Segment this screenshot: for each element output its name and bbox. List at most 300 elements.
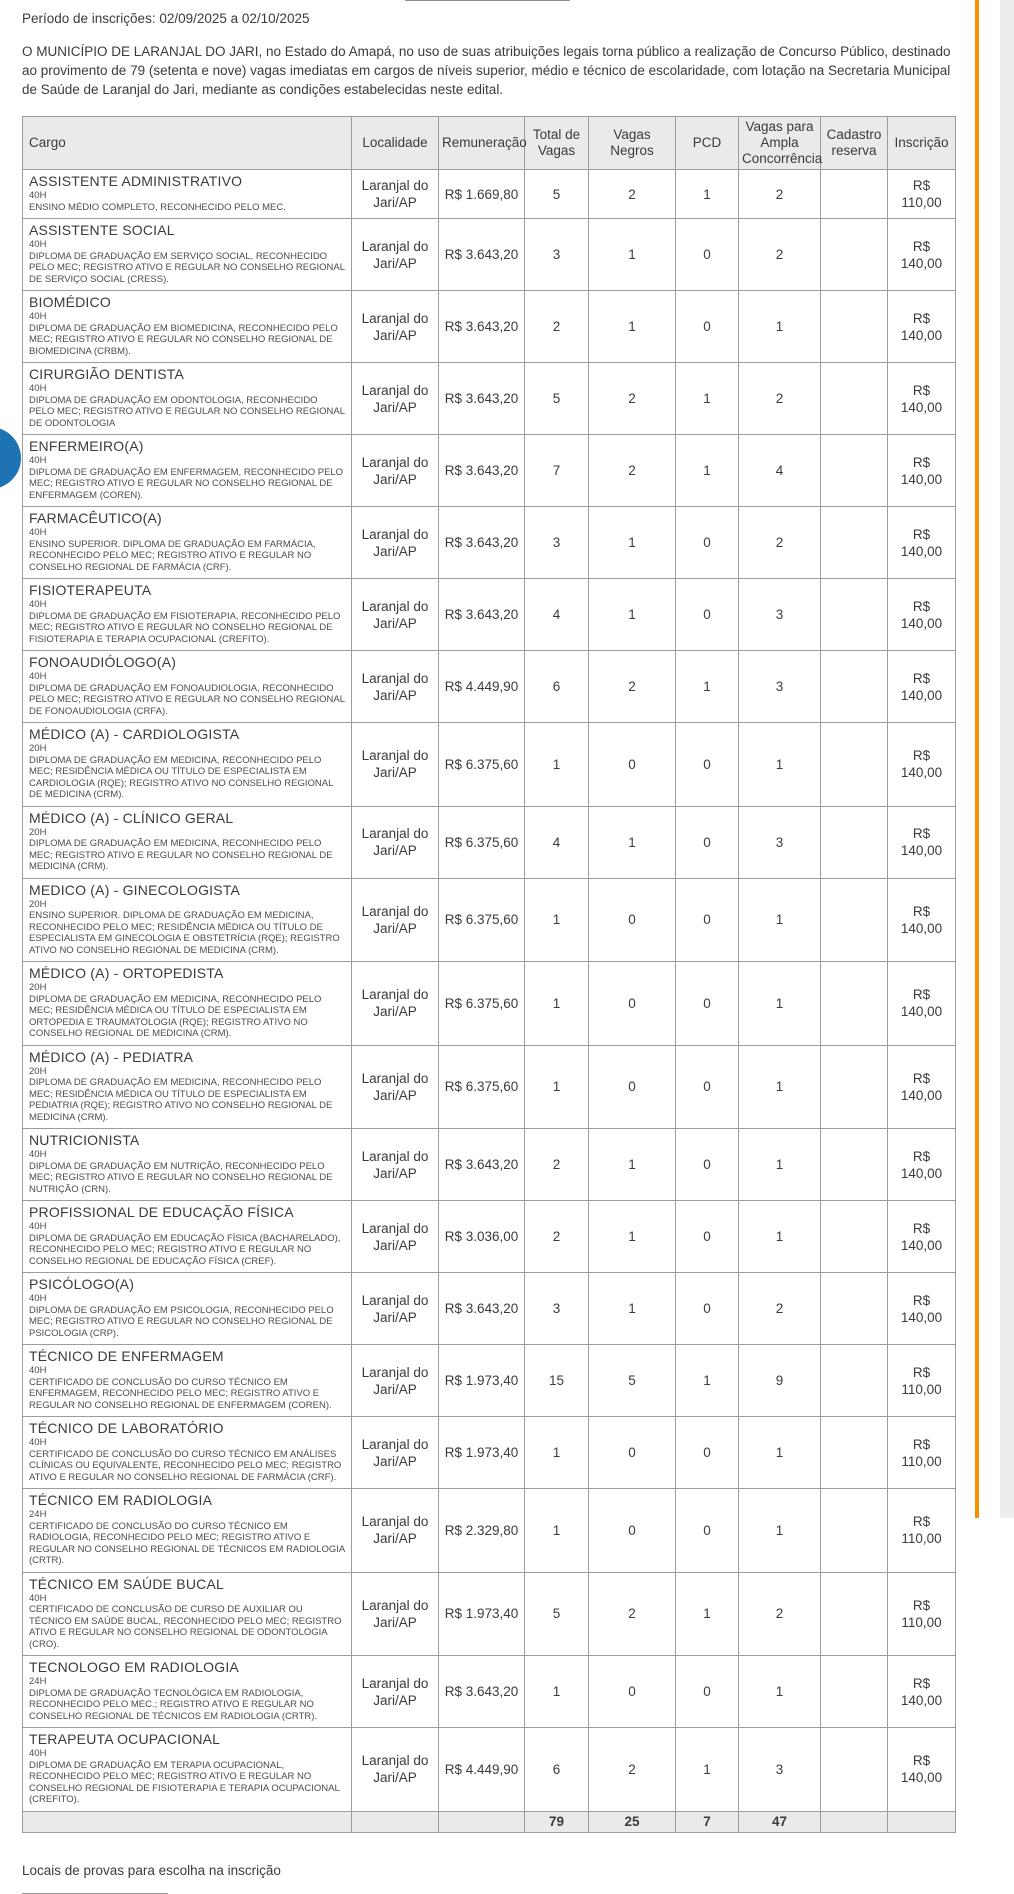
cell-cadastro-reserva: [821, 1345, 888, 1417]
cell-cargo: [23, 1129, 352, 1201]
table-row: [23, 291, 956, 363]
cell-total-vagas: 4: [525, 579, 589, 651]
cell-total-vagas: 1: [525, 1656, 589, 1728]
cell-pcd: 0: [676, 1489, 739, 1573]
cell-ampla-concorrencia: 2: [739, 1572, 821, 1656]
cargo-workload: 40H: [29, 1592, 47, 1604]
cell-total-vagas: 3: [525, 1273, 589, 1345]
cell-inscricao: R$ 140,00: [888, 723, 956, 807]
cell-pcd: 0: [676, 1656, 739, 1728]
totals-cadastro-reserva: [821, 1811, 888, 1832]
table-row: [23, 1489, 956, 1573]
cargo-workload: 40H: [29, 1748, 47, 1759]
cell-ampla-concorrencia: 3: [739, 806, 821, 878]
cell-ampla-concorrencia: 1: [739, 1656, 821, 1728]
cell-cadastro-reserva: [821, 363, 888, 435]
cell-cargo: [23, 1201, 352, 1273]
cargo-title: TÉCNICO DE LABORATÓRIO: [29, 1420, 224, 1436]
cell-cadastro-reserva: [821, 1045, 888, 1129]
cell-total-vagas: 1: [525, 1417, 589, 1489]
cell-cadastro-reserva: [821, 651, 888, 723]
cell-remuneracao: R$ 6.375,60: [439, 878, 525, 962]
cell-ampla-concorrencia: 1: [739, 878, 821, 962]
cell-localidade: Laranjal do Jari/AP: [352, 1656, 439, 1728]
cell-localidade: Laranjal do Jari/AP: [352, 1201, 439, 1273]
cell-cargo: [23, 507, 352, 579]
cargo-requirements: ENSINO SUPERIOR. DIPLOMA DE GRADUAÇÃO EM MEDICINA, RECONHECIDO PELO MEC; RESIDÊNCIA MÉDICA OU TÍTULO DE ESPECIALISTA EM GINECOLOGIA E OBSTETRÍCIA (RQE); REGISTRO ATIVO NO CONSELHO REGIONAL DE MEDICINA (CRM).: [29, 910, 340, 956]
table-row: [23, 1728, 956, 1812]
cell-total-vagas: 15: [525, 1345, 589, 1417]
cell-total-vagas: 2: [525, 1129, 589, 1201]
cell-inscricao: R$ 140,00: [888, 1728, 956, 1812]
cell-remuneracao: R$ 3.643,20: [439, 291, 525, 363]
cell-total-vagas: 1: [525, 878, 589, 962]
cell-total-vagas: 3: [525, 219, 589, 291]
cell-total-vagas: 5: [525, 170, 589, 219]
table-row: [23, 219, 956, 291]
cell-vagas-negros: 0: [589, 1489, 676, 1573]
cell-pcd: 0: [676, 806, 739, 878]
cell-remuneracao: R$ 6.375,60: [439, 962, 525, 1046]
cell-ampla-concorrencia: 4: [739, 435, 821, 507]
cell-ampla-concorrencia: 2: [739, 170, 821, 219]
cargo-workload: 40H: [29, 239, 47, 250]
cargo-title: PSICÓLOGO(A): [29, 1276, 135, 1292]
column-header-cadastro-reserva: Cadastro reserva: [821, 117, 888, 170]
cell-vagas-negros: 0: [589, 878, 676, 962]
cargo-requirements: CERTIFICADO DE CONCLUSÃO DO CURSO TÉCNICO EM RADIOLOGIA, RECONHECIDO PELO MEC; REGISTRO ATIVO E REGULAR NO CONSELHO REGIONAL DE TÉCNICOS EM RADIOLOGIA (CRTR).: [29, 1520, 345, 1566]
cell-pcd: 0: [676, 507, 739, 579]
cargo-title: TÉCNICO EM RADIOLOGIA: [29, 1492, 213, 1508]
table-row: [23, 1656, 956, 1728]
cell-cadastro-reserva: [821, 1273, 888, 1345]
table-row: [23, 363, 956, 435]
cargo-title: MÉDICO (A) - CLÍNICO GERAL: [29, 809, 234, 826]
cell-remuneracao: R$ 1.973,40: [439, 1572, 525, 1656]
cell-ampla-concorrencia: 1: [739, 723, 821, 807]
cell-cadastro-reserva: [821, 1572, 888, 1656]
cell-cargo: [23, 1572, 352, 1656]
cell-pcd: 1: [676, 170, 739, 219]
cell-inscricao: R$ 140,00: [888, 1273, 956, 1345]
cargo-requirements: DIPLOMA DE GRADUAÇÃO EM PSICOLOGIA, RECONHECIDO PELO MEC; REGISTRO ATIVO E REGULAR NO CONSELHO REGIONAL DE PSICOLOGIA (CRP).: [29, 1304, 334, 1339]
cell-vagas-negros: 2: [589, 1728, 676, 1812]
cell-localidade: Laranjal do Jari/AP: [352, 170, 439, 219]
cargo-requirements: DIPLOMA DE GRADUAÇÃO EM EDUCAÇÃO FÍSICA (BACHARELADO), RECONHECIDO PELO MEC; REGISTRO ATIVO E REGULAR NO CONSELHO REGIONAL DE EDUCAÇÃO FÍSICA (CREF).: [29, 1232, 341, 1267]
cell-inscricao: R$ 110,00: [888, 1572, 956, 1656]
cell-pcd: 1: [676, 435, 739, 507]
cell-cargo: [23, 1273, 352, 1345]
cargo-title: TECNOLOGO EM RADIOLOGIA: [29, 1659, 239, 1675]
cell-inscricao: R$ 110,00: [888, 1489, 956, 1573]
cell-remuneracao: R$ 4.449,90: [439, 651, 525, 723]
cell-pcd: 0: [676, 723, 739, 807]
cell-pcd: 0: [676, 962, 739, 1046]
cargo-workload: 40H: [29, 455, 47, 466]
column-header-total-de-vagas: Total de Vagas: [525, 117, 589, 170]
column-header-localidade: Localidade: [352, 117, 439, 170]
cargo-workload: 20H: [29, 743, 47, 754]
cell-total-vagas: 6: [525, 651, 589, 723]
cell-localidade: Laranjal do Jari/AP: [352, 507, 439, 579]
vacancies-table: [22, 116, 956, 1833]
cell-inscricao: R$ 140,00: [888, 507, 956, 579]
cell-cargo: [23, 878, 352, 962]
cell-ampla-concorrencia: 1: [739, 1045, 821, 1129]
cargo-title: BIOMÉDICO: [29, 294, 111, 310]
cell-remuneracao: R$ 3.643,20: [439, 579, 525, 651]
cell-pcd: 1: [676, 1345, 739, 1417]
cell-vagas-negros: 2: [589, 1572, 676, 1656]
cell-vagas-negros: 1: [589, 219, 676, 291]
cell-inscricao: R$ 140,00: [888, 878, 956, 962]
cargo-requirements: DIPLOMA DE GRADUAÇÃO EM ODONTOLOGIA, RECONHECIDO PELO MEC; REGISTRO ATIVO E REGULAR NO CONSELHO REGIONAL DE ODONTOLOGIA: [29, 394, 345, 429]
table-row: [23, 723, 956, 807]
cell-localidade: Laranjal do Jari/AP: [352, 1417, 439, 1489]
cell-ampla-concorrencia: 2: [739, 363, 821, 435]
totals-pcd: 7: [676, 1811, 739, 1832]
intro-paragraph: O MUNICÍPIO DE LARANJAL DO JARI, no Estado do Amapá, no uso de suas atribuições legais torna público a realização de Concurso Público, destinado ao provimento de 79 (setenta e nove) vagas imediatas em cargos de níveis superior, médio e técnico de escolaridade, com lotação na Secretaria Municipal de Saúde de Laranjal do Jari, mediante as condições estabelecidas neste edital.: [22, 44, 951, 97]
cargo-workload: 20H: [29, 1065, 47, 1077]
cell-vagas-negros: 1: [589, 1201, 676, 1273]
cell-total-vagas: 5: [525, 1572, 589, 1656]
cell-pcd: 0: [676, 219, 739, 291]
cargo-workload: 20H: [29, 826, 47, 838]
cell-cargo: [23, 170, 352, 219]
cell-localidade: Laranjal do Jari/AP: [352, 435, 439, 507]
cell-cadastro-reserva: [821, 1201, 888, 1273]
cell-vagas-negros: 2: [589, 651, 676, 723]
cargo-workload: 40H: [29, 599, 47, 610]
cell-ampla-concorrencia: 1: [739, 291, 821, 363]
cargo-requirements: CERTIFICADO DE CONCLUSÃO DO CURSO TÉCNICO EM ANÁLISES CLÍNICAS OU EQUIVALENTE, RECONHECIDO PELO MEC; REGISTRO ATIVO E REGULAR NO CONSELHO REGIONAL DE FARMÁCIA (CRF).: [29, 1448, 342, 1483]
cargo-title: NUTRICIONISTA: [29, 1132, 140, 1148]
cell-remuneracao: R$ 1.973,40: [439, 1345, 525, 1417]
cell-remuneracao: R$ 6.375,60: [439, 806, 525, 878]
cell-cargo: [23, 962, 352, 1046]
cell-localidade: Laranjal do Jari/AP: [352, 579, 439, 651]
totals-remuneracao: [439, 1811, 525, 1832]
table-header-row: [23, 117, 956, 170]
cell-remuneracao: R$ 3.643,20: [439, 1129, 525, 1201]
cell-localidade: Laranjal do Jari/AP: [352, 651, 439, 723]
cell-remuneracao: R$ 3.643,20: [439, 507, 525, 579]
cell-inscricao: R$ 110,00: [888, 170, 956, 219]
cargo-title: ENFERMEIRO(A): [29, 438, 144, 454]
cell-localidade: Laranjal do Jari/AP: [352, 363, 439, 435]
cell-remuneracao: R$ 3.643,20: [439, 1656, 525, 1728]
table-row: [23, 1273, 956, 1345]
cargo-workload: 40H: [29, 1437, 47, 1448]
cargo-requirements: CERTIFICADO DE CONCLUSÃO DO CURSO TÉCNICO EM ENFERMAGEM, RECONHECIDO PELO MEC; REGISTRO ATIVO E REGULAR NO CONSELHO REGIONAL DE ENFERMAGEM (COREN).: [29, 1376, 332, 1411]
cell-pcd: 0: [676, 1417, 739, 1489]
totals-localidade: [352, 1811, 439, 1832]
cell-ampla-concorrencia: 1: [739, 1201, 821, 1273]
table-row: [23, 806, 956, 878]
cell-inscricao: R$ 140,00: [888, 1129, 956, 1201]
cell-localidade: Laranjal do Jari/AP: [352, 1572, 439, 1656]
next-table-top-edge: [22, 1893, 168, 1894]
cell-inscricao: R$ 140,00: [888, 363, 956, 435]
cell-pcd: 1: [676, 651, 739, 723]
cell-ampla-concorrencia: 1: [739, 962, 821, 1046]
cell-remuneracao: R$ 3.643,20: [439, 363, 525, 435]
cell-cargo: [23, 291, 352, 363]
cell-cadastro-reserva: [821, 219, 888, 291]
totals-ampla-concorrencia: 47: [739, 1811, 821, 1832]
cell-ampla-concorrencia: 1: [739, 1129, 821, 1201]
column-header-cargo: Cargo: [23, 117, 352, 170]
cargo-title: ASSISTENTE ADMINISTRATIVO: [29, 173, 243, 189]
cell-total-vagas: 2: [525, 1201, 589, 1273]
cell-pcd: 1: [676, 1572, 739, 1656]
cargo-workload: 40H: [29, 1221, 47, 1232]
cargo-title: MÉDICO (A) - CARDIOLOGISTA: [29, 726, 240, 742]
cargo-title: FARMACÊUTICO(A): [29, 510, 162, 526]
cargo-workload: 24H: [29, 1676, 47, 1687]
cell-inscricao: R$ 140,00: [888, 1656, 956, 1728]
page-right-accent-rule: [975, 0, 979, 1518]
column-header-pcd: PCD: [676, 117, 739, 170]
cell-pcd: 1: [676, 1728, 739, 1812]
cargo-workload: 40H: [29, 1293, 47, 1304]
cell-cadastro-reserva: [821, 1728, 888, 1812]
cargo-requirements: DIPLOMA DE GRADUAÇÃO EM MEDICINA, RECONHECIDO PELO MEC; REGISTRO ATIVO E REGULAR NO CONSELHO REGIONAL DE MEDICINA (CRM).: [29, 838, 333, 872]
cargo-requirements: DIPLOMA DE GRADUAÇÃO EM NUTRIÇÃO, RECONHECIDO PELO MEC; REGISTRO ATIVO E REGULAR NO CONSELHO REGIONAL DE NUTRIÇÃO (CRN).: [29, 1160, 333, 1195]
cell-vagas-negros: 1: [589, 291, 676, 363]
cell-pcd: 1: [676, 363, 739, 435]
totals-inscricao: [888, 1811, 956, 1832]
cell-vagas-negros: 0: [589, 1045, 676, 1129]
table-row: [23, 1417, 956, 1489]
cargo-workload: 40H: [29, 1149, 47, 1160]
cell-pcd: 0: [676, 1129, 739, 1201]
page-background-gutter: [1000, 0, 1014, 1518]
cell-total-vagas: 1: [525, 962, 589, 1046]
cell-cadastro-reserva: [821, 507, 888, 579]
cargo-requirements: ENSINO MÉDIO COMPLETO, RECONHECIDO PELO MEC.: [29, 201, 286, 213]
cell-remuneracao: R$ 3.643,20: [439, 219, 525, 291]
cell-vagas-negros: 0: [589, 1656, 676, 1728]
cell-total-vagas: 6: [525, 1728, 589, 1812]
cell-vagas-negros: 0: [589, 962, 676, 1046]
cell-pcd: 0: [676, 291, 739, 363]
cell-localidade: Laranjal do Jari/AP: [352, 1129, 439, 1201]
cell-localidade: Laranjal do Jari/AP: [352, 962, 439, 1046]
cargo-title: TÉCNICO DE ENFERMAGEM: [29, 1348, 224, 1364]
cargo-requirements: DIPLOMA DE GRADUAÇÃO EM ENFERMAGEM, RECONHECIDO PELO MEC; REGISTRO ATIVO E REGULAR NO CONSELHO REGIONAL DE ENFERMAGEM (COREN).: [29, 466, 344, 501]
cell-cargo: [23, 651, 352, 723]
cargo-requirements: DIPLOMA DE GRADUAÇÃO EM FONOAUDIOLOGIA, RECONHECIDO PELO MEC; REGISTRO ATIVO E REGULAR NO CONSELHO REGIONAL DE FONOAUDIOLOGIA (CRFA).: [29, 682, 345, 717]
cargo-requirements: DIPLOMA DE GRADUAÇÃO EM FISIOTERAPIA, RECONHECIDO PELO MEC; REGISTRO ATIVO E REGULAR NO CONSELHO REGIONAL DE FISIOTERAPIA E TERAPIA OCUPACIONAL (CREFITO).: [29, 610, 341, 645]
cargo-title: TERAPEUTA OCUPACIONAL: [29, 1731, 221, 1747]
cell-localidade: Laranjal do Jari/AP: [352, 1728, 439, 1812]
cell-localidade: Laranjal do Jari/AP: [352, 723, 439, 807]
cell-vagas-negros: 2: [589, 435, 676, 507]
cargo-title: MEDICO (A) - GINECOLOGISTA: [29, 881, 241, 898]
cargo-title: PROFISSIONAL DE EDUCAÇÃO FÍSICA: [29, 1204, 294, 1220]
cargo-title: TÉCNICO EM SAÚDE BUCAL: [29, 1575, 224, 1592]
cell-cadastro-reserva: [821, 1417, 888, 1489]
cargo-title: FISIOTERAPEUTA: [29, 582, 152, 598]
table-row: [23, 651, 956, 723]
cell-total-vagas: 1: [525, 723, 589, 807]
cell-vagas-negros: 2: [589, 170, 676, 219]
column-header-remuneracao: Remuneração: [439, 117, 525, 170]
cell-pcd: 0: [676, 1273, 739, 1345]
cell-cadastro-reserva: [821, 1656, 888, 1728]
cell-pcd: 0: [676, 579, 739, 651]
cargo-title: ASSISTENTE SOCIAL: [29, 222, 175, 238]
column-header-vagas-negros: Vagas Negros: [589, 117, 676, 170]
cell-cargo: [23, 1345, 352, 1417]
cell-vagas-negros: 5: [589, 1345, 676, 1417]
cargo-title: FONOAUDIÓLOGO(A): [29, 654, 177, 670]
cargo-workload: 40H: [29, 383, 47, 394]
cargo-requirements: ENSINO SUPERIOR. DIPLOMA DE GRADUAÇÃO EM FARMÁCIA, RECONHECIDO PELO MEC; REGISTRO ATIVO E REGULAR NO CONSELHO REGIONAL DE FARMÁCIA (CRF).: [29, 538, 316, 573]
cell-remuneracao: R$ 4.449,90: [439, 1728, 525, 1812]
cell-cargo: [23, 806, 352, 878]
cell-total-vagas: 1: [525, 1045, 589, 1129]
cargo-workload: 40H: [29, 1365, 47, 1376]
cargo-requirements: DIPLOMA DE GRADUAÇÃO EM MEDICINA, RECONHECIDO PELO MEC; RESIDÊNCIA MÉDICA OU TÍTULO DE ESPECIALISTA EM CARDIOLOGIA (RQE); REGISTRO ATIVO NO CONSELHO REGIONAL DE MEDICINA (CRM).: [29, 754, 334, 800]
column-header-inscricao: Inscrição: [888, 117, 956, 170]
table-row: [23, 1201, 956, 1273]
cell-cargo: [23, 723, 352, 807]
cell-cadastro-reserva: [821, 291, 888, 363]
cell-inscricao: R$ 140,00: [888, 1045, 956, 1129]
cell-vagas-negros: 1: [589, 1129, 676, 1201]
cell-total-vagas: 7: [525, 435, 589, 507]
cell-cadastro-reserva: [821, 579, 888, 651]
table-row: [23, 579, 956, 651]
cell-cadastro-reserva: [821, 878, 888, 962]
totals-row: [23, 1811, 956, 1832]
cell-ampla-concorrencia: 2: [739, 507, 821, 579]
table-row: [23, 507, 956, 579]
cell-total-vagas: 2: [525, 291, 589, 363]
cell-ampla-concorrencia: 3: [739, 651, 821, 723]
cell-cargo: [23, 363, 352, 435]
cutoff-element-edge: [405, 0, 570, 1]
cell-cadastro-reserva: [821, 1489, 888, 1573]
cargo-title: CIRURGIÃO DENTISTA: [29, 366, 185, 382]
cell-cargo: [23, 579, 352, 651]
cargo-requirements: DIPLOMA DE GRADUAÇÃO EM MEDICINA, RECONHECIDO PELO MEC; RESIDÊNCIA MÉDICA OU TÍTULO DE ESPECIALISTA EM ORTOPEDIA E TRAUMATOLOGIA (RQE); REGISTRO ATIVO NO CONSELHO REGIONAL DE MEDICINA (CRM).: [29, 993, 322, 1039]
cell-localidade: Laranjal do Jari/AP: [352, 878, 439, 962]
cell-cargo: [23, 1656, 352, 1728]
cell-vagas-negros: 1: [589, 579, 676, 651]
cell-remuneracao: R$ 1.973,40: [439, 1417, 525, 1489]
cell-inscricao: R$ 140,00: [888, 219, 956, 291]
cell-inscricao: R$ 140,00: [888, 579, 956, 651]
cell-cadastro-reserva: [821, 962, 888, 1046]
cargo-workload: 40H: [29, 190, 47, 201]
cell-cadastro-reserva: [821, 170, 888, 219]
table-row: [23, 1345, 956, 1417]
cell-ampla-concorrencia: 2: [739, 1273, 821, 1345]
table-row: [23, 170, 956, 219]
cell-total-vagas: 5: [525, 363, 589, 435]
cell-inscricao: R$ 140,00: [888, 1201, 956, 1273]
cell-inscricao: R$ 140,00: [888, 291, 956, 363]
cell-vagas-negros: 0: [589, 1417, 676, 1489]
cell-ampla-concorrencia: 2: [739, 219, 821, 291]
cell-pcd: 0: [676, 1201, 739, 1273]
cell-cargo: [23, 1045, 352, 1129]
cell-vagas-negros: 1: [589, 806, 676, 878]
cell-remuneracao: R$ 1.669,80: [439, 170, 525, 219]
cargo-workload: 24H: [29, 1509, 47, 1520]
cell-ampla-concorrencia: 9: [739, 1345, 821, 1417]
cell-inscricao: R$ 140,00: [888, 806, 956, 878]
cell-inscricao: R$ 110,00: [888, 1345, 956, 1417]
cell-cadastro-reserva: [821, 723, 888, 807]
cell-cargo: [23, 1728, 352, 1812]
totals-total-vagas: 79: [525, 1811, 589, 1832]
cargo-requirements: DIPLOMA DE GRADUAÇÃO EM MEDICINA, RECONHECIDO PELO MEC; RESIDÊNCIA MÉDICA OU TÍTULO DE ESPECIALISTA EM PEDIATRIA (RQE); REGISTRO ATIVO NO CONSELHO REGIONAL DE MEDICINA (CRM).: [29, 1077, 333, 1123]
totals-vagas-negros: 25: [589, 1811, 676, 1832]
cell-ampla-concorrencia: 3: [739, 579, 821, 651]
cell-cadastro-reserva: [821, 806, 888, 878]
table-row: [23, 878, 956, 962]
cell-cadastro-reserva: [821, 435, 888, 507]
cell-remuneracao: R$ 2.329,80: [439, 1489, 525, 1573]
cell-cargo: [23, 435, 352, 507]
cargo-workload: 20H: [29, 982, 47, 993]
cell-localidade: Laranjal do Jari/AP: [352, 219, 439, 291]
cargo-requirements: CERTIFICADO DE CONCLUSÃO DE CURSO DE AUXILIAR OU TÉCNICO EM SAÚDE BUCAL, RECONHECIDO PELO MEC; REGISTRO ATIVO E REGULAR NO CONSELHO REGIONAL DE ODONTOLOGIA (CRO).: [29, 1604, 342, 1650]
cell-inscricao: R$ 140,00: [888, 651, 956, 723]
exam-locations-label: Locais de provas para escolha na inscrição: [22, 1862, 281, 1878]
cargo-workload: 40H: [29, 671, 47, 682]
cargo-workload: 40H: [29, 527, 47, 538]
cell-total-vagas: 4: [525, 806, 589, 878]
table-row: [23, 1129, 956, 1201]
cargo-requirements: DIPLOMA DE GRADUAÇÃO EM TERAPIA OCUPACIONAL, RECONHECIDO PELO MEC; REGISTRO ATIVO E REGULAR NO CONSELHO REGIONAL DE FISIOTERAPIA E TERAPIA OCUPACIONAL (CREFITO).: [29, 1759, 340, 1805]
cargo-title: MÉDICO (A) - PEDIATRA: [29, 1048, 194, 1065]
cell-remuneracao: R$ 6.375,60: [439, 723, 525, 807]
cell-cadastro-reserva: [821, 1129, 888, 1201]
cell-localidade: Laranjal do Jari/AP: [352, 1489, 439, 1573]
cargo-title: MÉDICO (A) - ORTOPEDISTA: [29, 965, 224, 981]
cell-total-vagas: 1: [525, 1489, 589, 1573]
column-header-vagas-ampla-concorrencia: Vagas para Ampla Concorrência: [739, 117, 821, 170]
cell-remuneracao: R$ 3.643,20: [439, 435, 525, 507]
cell-cargo: [23, 219, 352, 291]
cell-ampla-concorrencia: 3: [739, 1728, 821, 1812]
cell-remuneracao: R$ 6.375,60: [439, 1045, 525, 1129]
cargo-workload: 20H: [29, 898, 47, 910]
cell-localidade: Laranjal do Jari/AP: [352, 806, 439, 878]
cell-inscricao: R$ 140,00: [888, 962, 956, 1046]
cell-cargo: [23, 1417, 352, 1489]
table-row: [23, 1572, 956, 1656]
cargo-requirements: DIPLOMA DE GRADUAÇÃO TECNOLÓGICA EM RADIOLOGIA, RECONHECIDO PELO MEC.; REGISTRO ATIVO E REGULAR NO CONSELHO REGIONAL DE TÉCNICOS EM RADIOLOGIA (CRTR).: [29, 1687, 318, 1722]
inscription-period: Período de inscrições: 02/09/2025 a 02/10/2025: [22, 11, 310, 26]
cell-localidade: Laranjal do Jari/AP: [352, 1345, 439, 1417]
cell-ampla-concorrencia: 1: [739, 1417, 821, 1489]
table-row: [23, 435, 956, 507]
cell-inscricao: R$ 140,00: [888, 435, 956, 507]
table-row: [23, 962, 956, 1046]
cell-ampla-concorrencia: 1: [739, 1489, 821, 1573]
cell-vagas-negros: 0: [589, 723, 676, 807]
cell-cargo: [23, 1489, 352, 1573]
cell-localidade: Laranjal do Jari/AP: [352, 1273, 439, 1345]
cell-localidade: Laranjal do Jari/AP: [352, 1045, 439, 1129]
cell-pcd: 0: [676, 878, 739, 962]
